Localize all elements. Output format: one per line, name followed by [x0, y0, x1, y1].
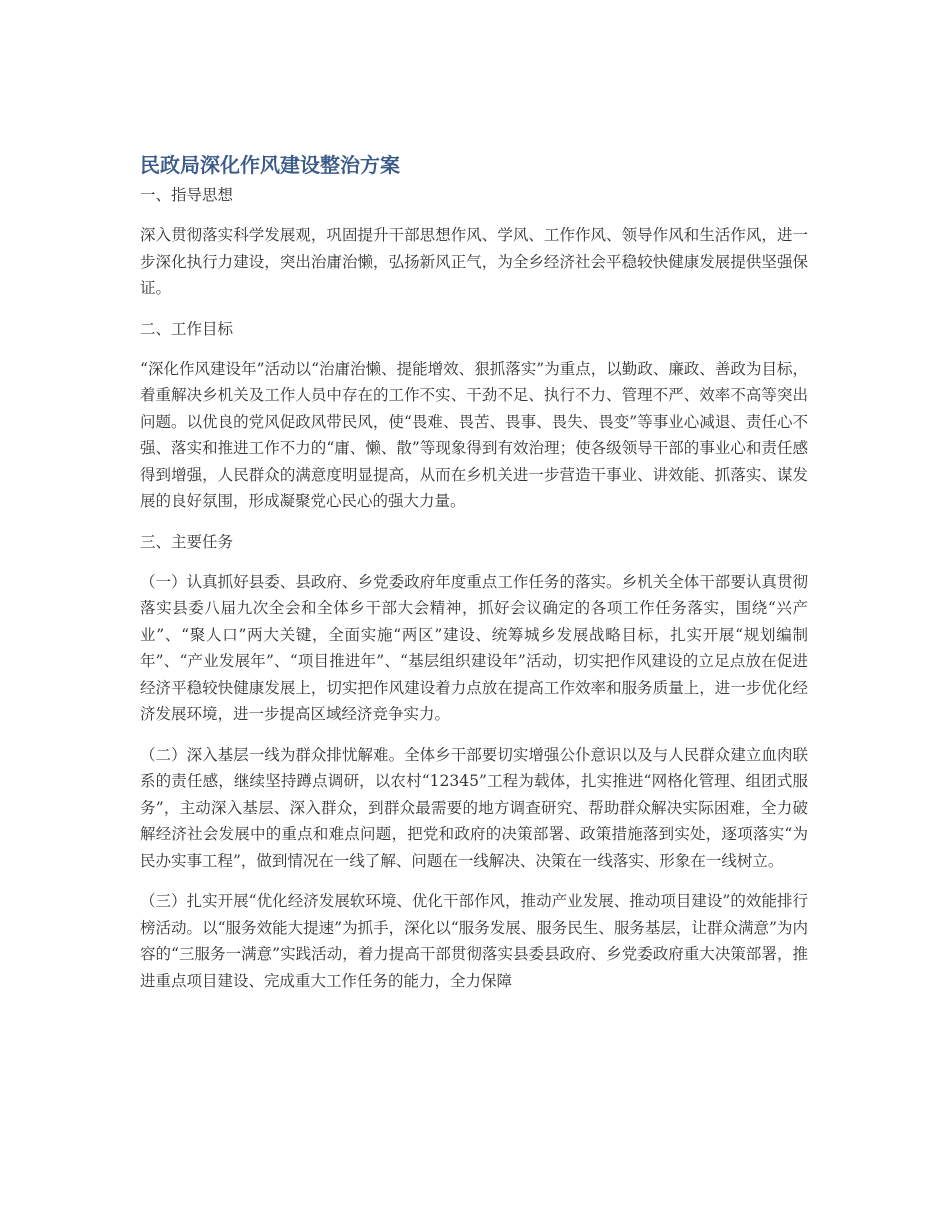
paragraph-guiding-ideology: 深入贯彻落实科学发展观，巩固提升干部思想作风、学风、工作作风、领导作风和生活作风，进一步深化执行力建设，突出治庸治懒，弘扬新风正气，为全乡经济社会平稳较快健康发展提供坚强保证。 [140, 226, 808, 297]
section-heading-work-goals: 二、工作目标 [140, 319, 234, 338]
paragraph-task-3: （三）扎实开展“优化经济发展软环境、优化干部作风，推动产业发展、推动项目建设”的效能排行榜活动。以“服务效能大提速”为抓手，深化以“服务发展、服务民生、服务基层，让群众满意”为内容的“三服务一满意”实践活动，着力提高干部贯彻落实县委县政府、乡党委政府重大决策部署，推进重点项目建设、完成重大工作任务的能力，全力保障 [140, 892, 808, 990]
paragraph-task-1: （一）认真抓好县委、县政府、乡党委政府年度重点工作任务的落实。乡机关全体干部要认真贯彻落实县委八届九次全会和全体乡干部大会精神，抓好会议确定的各项工作任务落实，围绕“兴产业”、“聚人口”两大关键，全面实施“两区”建设、统筹城乡发展战略目标，扎实开展“规划编制年”、“产业发展年”、“项目推进年”、“基层组织建设年”活动，切实把作风建设的立足点放在促进经济平稳较快健康发展上，切实把作风建设着力点放在提高工作效率和服务质量上，进一步优化经济发展环境，进一步提高区域经济竞争实力。 [140, 572, 808, 723]
section-heading-guiding-ideology: 一、指导思想 [140, 186, 234, 204]
document-page [140, 150, 808, 1008]
paragraph-task-2: （二）深入基层一线为群众排忧解难。全体乡干部要切实增强公仆意识以及与人民群众建立血肉联系的责任感，继续坚持蹲点调研，以农村“12345”工程为载体，扎实推进“网格化管理、组团式服务”，主动深入基层、深入群众，到群众最需要的地方调查研究、帮助群众解决实际困难，全力破解经济社会发展中的重点和难点问题，把党和政府的决策部署、政策措施落到实处，逐项落实“为民办实事工程”，做到情况在一线了解、问题在一线解决、决策在一线落实、形象在一线树立。 [140, 745, 808, 870]
section-heading-main-tasks: 三、主要任务 [140, 532, 234, 551]
paragraph-work-goals: “深化作风建设年”活动以“治庸治懒、提能增效、狠抓落实”为重点，以勤政、廉政、善政为目标，着重解决乡机关及工作人员中存在的工作不实、干劲不足、执行不力、管理不严、效率不高等突出问题。以优良的党风促政风带民风，使“畏难、畏苦、畏事、畏失、畏变”等事业心减退、责任心不强、落实和推进工作不力的“庸、懒、散”等现象得到有效治理；使各级领导干部的事业心和责任感得到增强，人民群众的满意度明显提高，从而在乡机关进一步营造干事业、讲效能、抓落实、谋发展的良好氛围，形成凝聚党心民心的强大力量。 [140, 359, 808, 510]
document-title: 民政局深化作风建设整治方案 [140, 153, 400, 177]
